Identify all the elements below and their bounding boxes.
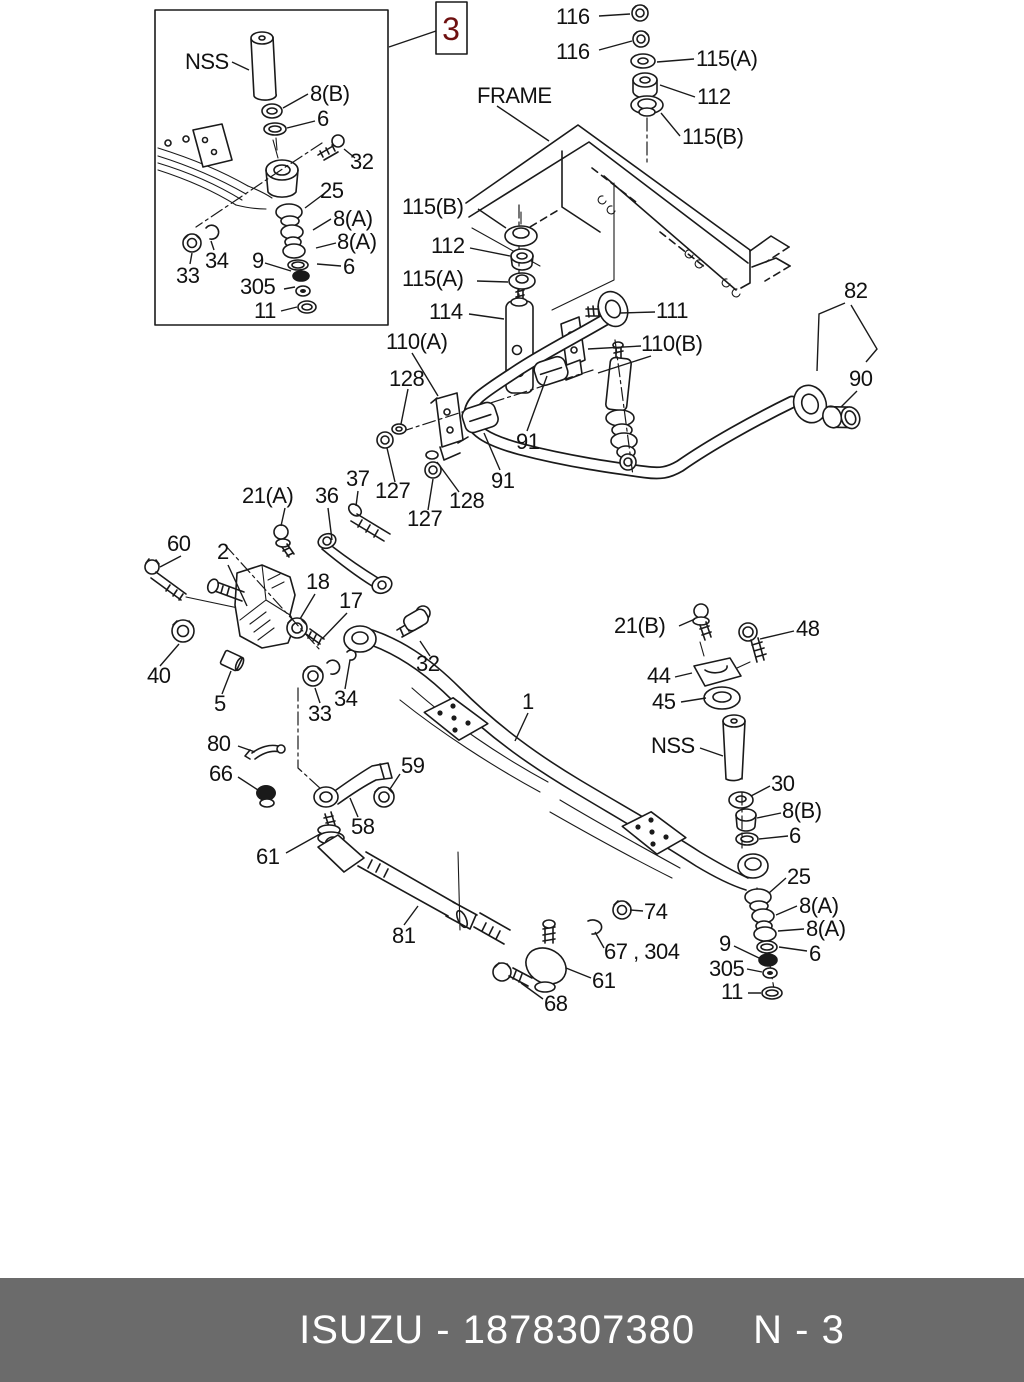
part-label-60: 60 [167, 531, 191, 556]
part-label-nss: NSS [185, 49, 229, 74]
part-label-67304: 67 , 304 [604, 939, 680, 964]
part-label-40: 40 [147, 663, 171, 688]
part-label-18: 18 [306, 569, 330, 594]
part-label-frame: FRAME [477, 83, 552, 108]
part-label-127: 127 [407, 506, 443, 531]
part-label-74: 74 [644, 899, 668, 924]
part-label-115a: 115(A) [402, 266, 464, 291]
part-label-82: 82 [844, 278, 868, 303]
part-label-8a: 8(A) [337, 229, 377, 254]
part-label-17: 17 [339, 588, 363, 613]
part-label-6: 6 [343, 254, 355, 279]
part-label-91: 91 [516, 429, 540, 454]
highlighted-part-ref[interactable]: 3 [442, 11, 460, 47]
part-label-37: 37 [346, 466, 370, 491]
part-label-34: 34 [334, 686, 358, 711]
part-label-68: 68 [544, 991, 568, 1016]
part-label-33: 33 [308, 701, 332, 726]
part-label-32: 32 [350, 149, 374, 174]
footer-page-ref: N - 3 [753, 1307, 845, 1352]
part-label-45: 45 [652, 689, 676, 714]
part-label-66: 66 [209, 761, 233, 786]
part-label-6: 6 [809, 941, 821, 966]
part-label-6: 6 [789, 823, 801, 848]
part-label-110a: 110(A) [386, 329, 448, 354]
part-label-8a: 8(A) [799, 893, 839, 918]
part-label-11: 11 [721, 979, 743, 1004]
part-label-6: 6 [317, 106, 329, 131]
part-label-32: 32 [416, 651, 440, 676]
part-label-90: 90 [849, 366, 873, 391]
part-label-36: 36 [315, 483, 339, 508]
part-label-25: 25 [320, 178, 344, 203]
footer-bar [0, 1278, 1024, 1382]
part-label-8a: 8(A) [806, 916, 846, 941]
part-label-127: 127 [375, 478, 411, 503]
part-label-8b: 8(B) [782, 798, 822, 823]
part-label-21b: 21(B) [614, 613, 666, 638]
part-label-115a: 115(A) [696, 46, 758, 71]
footer-part-number: ISUZU - 1878307380 [299, 1307, 696, 1352]
part-label-nss: NSS [651, 733, 695, 758]
part-label-59: 59 [401, 753, 425, 778]
part-label-44: 44 [647, 663, 671, 688]
part-label-305: 305 [240, 274, 276, 299]
part-label-58: 58 [351, 814, 375, 839]
part-label-2: 2 [217, 539, 229, 564]
part-label-61: 61 [592, 968, 616, 993]
part-label-110b: 110(B) [641, 331, 703, 356]
part-label-81: 81 [392, 923, 416, 948]
part-label-128: 128 [449, 488, 485, 513]
part-label-9: 9 [719, 931, 731, 956]
part-label-112: 112 [431, 233, 465, 258]
part-label-5: 5 [214, 691, 226, 716]
part-label-115b: 115(B) [682, 124, 744, 149]
part-label-116: 116 [556, 39, 590, 64]
part-label-21a: 21(A) [242, 483, 294, 508]
part-label-305: 305 [709, 956, 745, 981]
part-label-33: 33 [176, 263, 200, 288]
part-label-1: 1 [522, 689, 534, 714]
part-label-61: 61 [256, 844, 280, 869]
part-label-80: 80 [207, 731, 231, 756]
part-label-8b: 8(B) [310, 81, 350, 106]
part-label-128: 128 [389, 366, 425, 391]
part-label-30: 30 [771, 771, 795, 796]
part-label-115b: 115(B) [402, 194, 464, 219]
part-label-34: 34 [205, 248, 229, 273]
part-label-111: 111 [656, 298, 688, 323]
part-label-116: 116 [556, 4, 590, 29]
part-label-114: 114 [429, 299, 463, 324]
part-label-112: 112 [697, 84, 731, 109]
part-label-91: 91 [491, 468, 515, 493]
part-label-48: 48 [796, 616, 820, 641]
part-label-8a: 8(A) [333, 206, 373, 231]
part-label-11: 11 [254, 298, 276, 323]
part-label-25: 25 [787, 864, 811, 889]
part-label-9: 9 [252, 248, 264, 273]
